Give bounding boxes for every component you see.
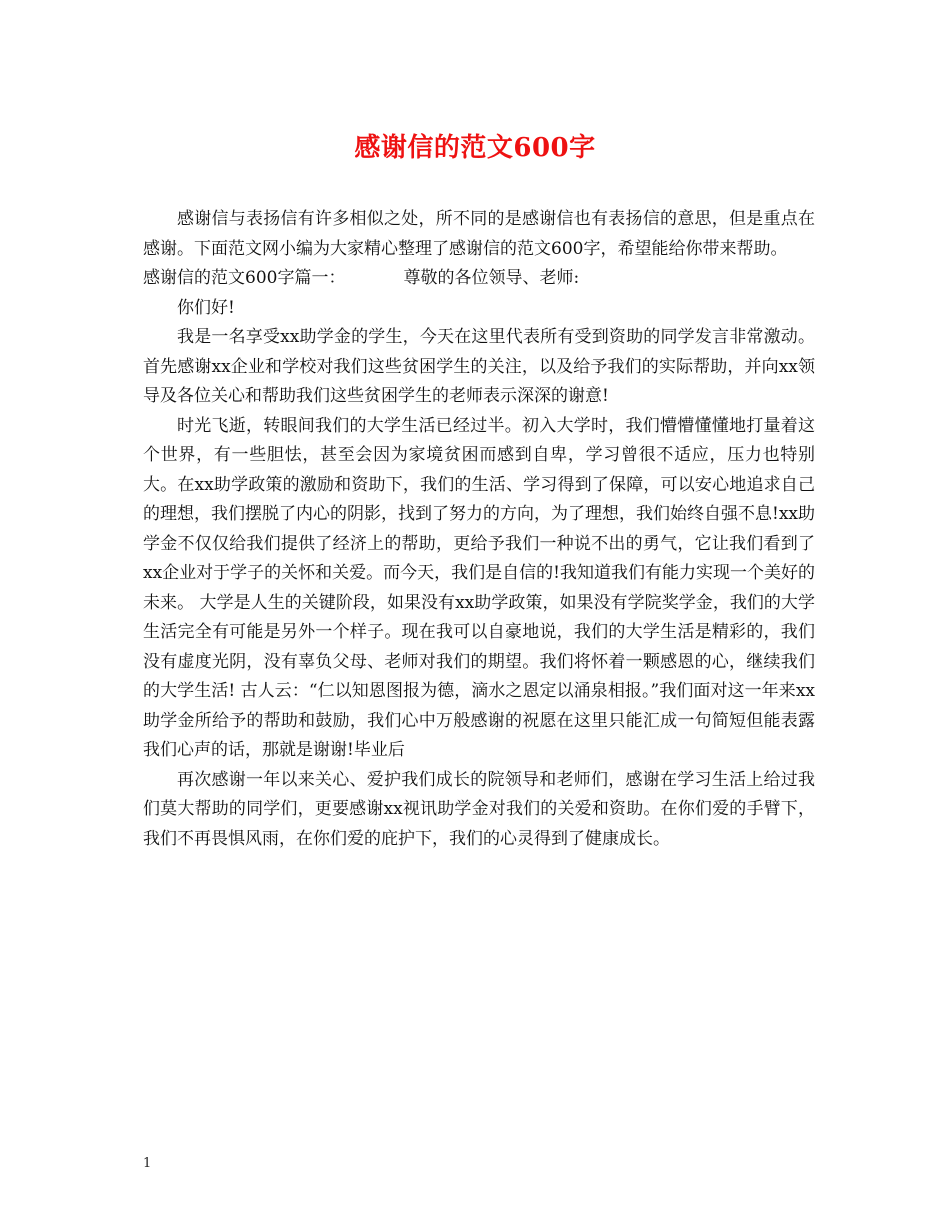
page-title: 感谢信的范文600字 [354,133,596,163]
body-paragraph-2: 时光飞逝，转眼间我们的大学生活已经过半。初入大学时，我们懵懵懂懂地打量着这个世界，有一些胆怯，甚至会因为家境贫困而感到自卑，学习曾很不适应，压力也特别大。在xx助学政策的激励和资助下，我们的生活、学习得到了保障，可以安心地追求自己的理想，我们摆脱了内心的阴影，找到了努力的方向，为了理想，我们始终自强不息!xx助学金不仅仅给我们提供了经济上的帮助，更给予我们一种说不出的勇气，它让我们看到了xx企业对于学子的关怀和关爱。而今天，我们是自信的!我知道我们有能力实现一个美好的未来。 大学是人生的关键阶段，如果没有xx助学政策，如果没有学院奖学金，我们的大学生活完全有可能是另外一个样子。现在我可以自豪地说，我们的大学生活是精彩的，我们没有虚度光阴，没有辜负父母、老师对我们的期望。我们将怀着一颗感恩的心，继续我们的大学生活! 古人云：“仁以知恩图报为德，滴水之恩定以涌泉相报。”我们面对这一年来xx助学金所给予的帮助和鼓励，我们心中万般感谢的祝愿在这里只能汇成一句简短但能表露我们心声的话，那就是谢谢!毕业后 [143,415,816,760]
document-body [143,205,815,854]
section-heading: 感谢信的范文600字篇一： [143,268,346,288]
greeting: 你们好! [177,297,235,318]
section-heading-line [143,264,815,294]
body-paragraph-3: 再次感谢一年以来关心、爱护我们成长的院领导和老师们，感谢在学习生活上给过我们莫大帮助的同学们，更要感谢xx视讯助学金对我们的关爱和资助。在你们爱的手臂下，我们不再畏惧风雨，在你们爱的庇护下，我们的心灵得到了健康成长。 [143,769,815,849]
intro-paragraph: 感谢信与表扬信有许多相似之处，所不同的是感谢信也有表扬信的意思，但是重点在感谢。下面范文网小编为大家精心整理了感谢信的范文600字，希望能给你带来帮助。 [143,209,815,259]
body-paragraph-1: 我是一名享受xx助学金的学生，今天在这里代表所有受到资助的同学发言非常激动。首先感谢xx企业和学校对我们这些贫困学生的关注，以及给予我们的实际帮助，并向xx领导及各位关心和帮助我们这些贫困学生的老师表示深深的谢意! [143,327,815,406]
salutation: 尊敬的各位领导、老师: [403,268,580,288]
page-number: 1 [143,1156,152,1171]
